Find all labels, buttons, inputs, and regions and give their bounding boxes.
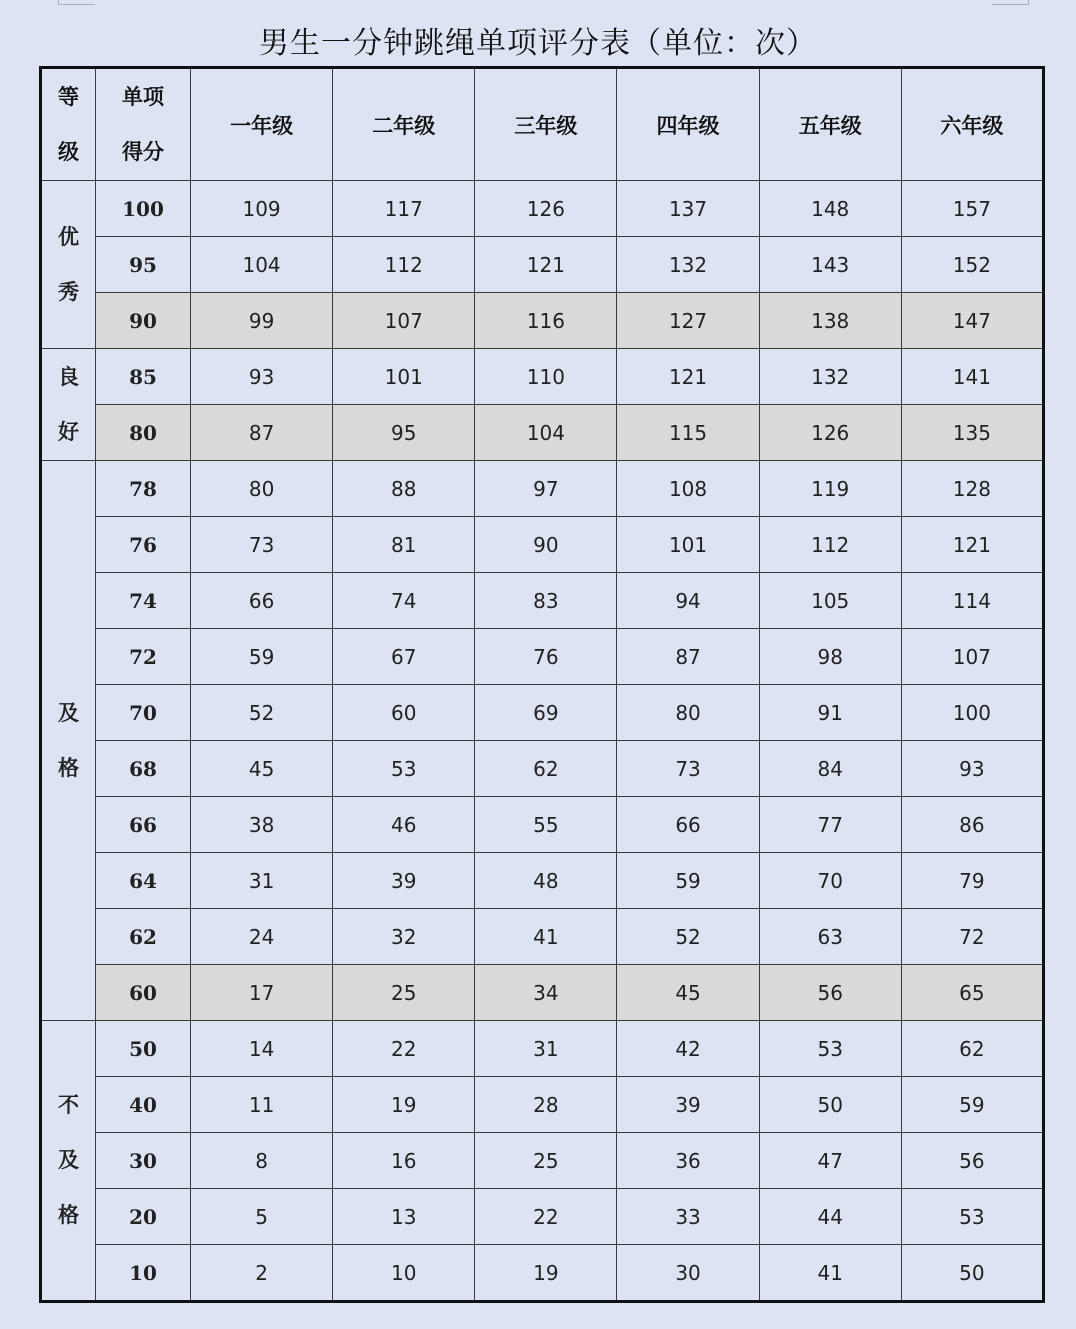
count-cell-year-1: 11: [191, 1077, 333, 1133]
score-cell: 72: [96, 629, 191, 685]
count-cell-year-5: 143: [759, 237, 901, 293]
table-row: [41, 517, 1044, 573]
count-cell-year-3: 116: [475, 293, 617, 349]
table-row: [41, 293, 1044, 349]
table-body: [41, 181, 1044, 1302]
count-cell-year-6: 93: [901, 741, 1043, 797]
count-cell-year-4: 45: [617, 965, 759, 1021]
score-cell: 64: [96, 853, 191, 909]
grade-label-char: 优: [58, 224, 79, 249]
count-cell-year-6: 121: [901, 517, 1043, 573]
count-cell-year-3: 69: [475, 685, 617, 741]
count-cell-year-3: 55: [475, 797, 617, 853]
count-cell-year-6: 141: [901, 349, 1043, 405]
score-cell: 78: [96, 461, 191, 517]
grade-cell: [41, 349, 96, 461]
count-cell-year-6: 114: [901, 573, 1043, 629]
count-cell-year-4: 42: [617, 1021, 759, 1077]
table-row: [41, 237, 1044, 293]
count-cell-year-6: 128: [901, 461, 1043, 517]
count-cell-year-1: 104: [191, 237, 333, 293]
count-cell-year-6: 50: [901, 1245, 1043, 1302]
count-cell-year-4: 115: [617, 405, 759, 461]
count-cell-year-2: 60: [333, 685, 475, 741]
header-score-line: 单项: [122, 84, 164, 109]
table-row: [41, 909, 1044, 965]
count-cell-year-3: 34: [475, 965, 617, 1021]
grade-label-char: 良: [58, 364, 79, 389]
count-cell-year-2: 16: [333, 1133, 475, 1189]
count-cell-year-6: 72: [901, 909, 1043, 965]
count-cell-year-4: 108: [617, 461, 759, 517]
count-cell-year-1: 87: [191, 405, 333, 461]
count-cell-year-2: 67: [333, 629, 475, 685]
score-cell: 20: [96, 1189, 191, 1245]
count-cell-year-1: 80: [191, 461, 333, 517]
header-year-5: 五年级: [759, 68, 901, 181]
count-cell-year-6: 157: [901, 181, 1043, 237]
count-cell-year-6: 107: [901, 629, 1043, 685]
table-row: [41, 573, 1044, 629]
header-score-line: 得分: [122, 139, 164, 164]
table-row: [41, 965, 1044, 1021]
count-cell-year-4: 101: [617, 517, 759, 573]
count-cell-year-2: 10: [333, 1245, 475, 1302]
count-cell-year-2: 81: [333, 517, 475, 573]
table-row: [41, 1245, 1044, 1302]
score-cell: 95: [96, 237, 191, 293]
count-cell-year-6: 100: [901, 685, 1043, 741]
score-cell: 30: [96, 1133, 191, 1189]
count-cell-year-1: 45: [191, 741, 333, 797]
count-cell-year-4: 30: [617, 1245, 759, 1302]
table-row: [41, 181, 1044, 237]
score-cell: 100: [96, 181, 191, 237]
count-cell-year-1: 59: [191, 629, 333, 685]
grade-label-char: 好: [58, 419, 79, 444]
table-row: [41, 1189, 1044, 1245]
header-year-1: 一年级: [191, 68, 333, 181]
count-cell-year-1: 31: [191, 853, 333, 909]
count-cell-year-4: 33: [617, 1189, 759, 1245]
count-cell-year-5: 148: [759, 181, 901, 237]
count-cell-year-3: 48: [475, 853, 617, 909]
header-row: [41, 68, 1044, 181]
table-row: [41, 1077, 1044, 1133]
count-cell-year-3: 104: [475, 405, 617, 461]
count-cell-year-1: 66: [191, 573, 333, 629]
count-cell-year-6: 86: [901, 797, 1043, 853]
count-cell-year-5: 132: [759, 349, 901, 405]
count-cell-year-2: 107: [333, 293, 475, 349]
count-cell-year-2: 53: [333, 741, 475, 797]
header-year-3: 三年级: [475, 68, 617, 181]
count-cell-year-2: 46: [333, 797, 475, 853]
table-row: [41, 685, 1044, 741]
grade-label-char: 及: [58, 1148, 79, 1172]
count-cell-year-3: 25: [475, 1133, 617, 1189]
count-cell-year-4: 39: [617, 1077, 759, 1133]
score-cell: 85: [96, 349, 191, 405]
count-cell-year-5: 84: [759, 741, 901, 797]
table-row: [41, 1021, 1044, 1077]
count-cell-year-5: 41: [759, 1245, 901, 1302]
count-cell-year-4: 127: [617, 293, 759, 349]
count-cell-year-2: 88: [333, 461, 475, 517]
count-cell-year-4: 52: [617, 909, 759, 965]
table-row: [41, 461, 1044, 517]
score-cell: 70: [96, 685, 191, 741]
page-corner-mark-right: [992, 0, 1029, 5]
count-cell-year-4: 66: [617, 797, 759, 853]
header-grade-char: 等: [58, 84, 79, 109]
count-cell-year-3: 19: [475, 1245, 617, 1302]
page-corner-mark-left: [58, 0, 95, 5]
grade-cell: [41, 1021, 96, 1302]
count-cell-year-4: 87: [617, 629, 759, 685]
header-grade-char: 级: [58, 139, 79, 164]
count-cell-year-5: 63: [759, 909, 901, 965]
count-cell-year-5: 112: [759, 517, 901, 573]
score-table: [39, 66, 1045, 1303]
count-cell-year-3: 126: [475, 181, 617, 237]
page-title: 男生一分钟跳绳单项评分表（单位：次）: [259, 26, 817, 61]
grade-label-char: 格: [58, 1203, 79, 1227]
count-cell-year-2: 95: [333, 405, 475, 461]
count-cell-year-6: 152: [901, 237, 1043, 293]
count-cell-year-4: 94: [617, 573, 759, 629]
count-cell-year-3: 22: [475, 1189, 617, 1245]
count-cell-year-3: 97: [475, 461, 617, 517]
count-cell-year-1: 5: [191, 1189, 333, 1245]
count-cell-year-1: 8: [191, 1133, 333, 1189]
grade-cell: [41, 181, 96, 349]
count-cell-year-4: 132: [617, 237, 759, 293]
count-cell-year-4: 121: [617, 349, 759, 405]
count-cell-year-3: 121: [475, 237, 617, 293]
table-row: [41, 629, 1044, 685]
header-year-4: 四年级: [617, 68, 759, 181]
score-cell: 62: [96, 909, 191, 965]
count-cell-year-4: 36: [617, 1133, 759, 1189]
grade-label-char: 不: [58, 1093, 79, 1117]
count-cell-year-2: 25: [333, 965, 475, 1021]
count-cell-year-5: 50: [759, 1077, 901, 1133]
count-cell-year-3: 83: [475, 573, 617, 629]
count-cell-year-5: 119: [759, 461, 901, 517]
header-year-6: 六年级: [901, 68, 1043, 181]
count-cell-year-3: 31: [475, 1021, 617, 1077]
count-cell-year-6: 79: [901, 853, 1043, 909]
header-year-2: 二年级: [333, 68, 475, 181]
count-cell-year-5: 91: [759, 685, 901, 741]
count-cell-year-2: 39: [333, 853, 475, 909]
count-cell-year-1: 99: [191, 293, 333, 349]
count-cell-year-5: 47: [759, 1133, 901, 1189]
score-cell: 68: [96, 741, 191, 797]
count-cell-year-2: 32: [333, 909, 475, 965]
count-cell-year-3: 90: [475, 517, 617, 573]
count-cell-year-5: 105: [759, 573, 901, 629]
count-cell-year-1: 52: [191, 685, 333, 741]
score-cell: 10: [96, 1245, 191, 1302]
score-cell: 66: [96, 797, 191, 853]
table-row: [41, 741, 1044, 797]
count-cell-year-2: 13: [333, 1189, 475, 1245]
count-cell-year-5: 98: [759, 629, 901, 685]
count-cell-year-2: 74: [333, 573, 475, 629]
count-cell-year-6: 62: [901, 1021, 1043, 1077]
count-cell-year-2: 22: [333, 1021, 475, 1077]
table-row: [41, 853, 1044, 909]
count-cell-year-6: 65: [901, 965, 1043, 1021]
count-cell-year-5: 53: [759, 1021, 901, 1077]
grade-label-char: 格: [58, 755, 79, 780]
count-cell-year-1: 73: [191, 517, 333, 573]
table-row: [41, 797, 1044, 853]
count-cell-year-6: 53: [901, 1189, 1043, 1245]
table-row: [41, 405, 1044, 461]
count-cell-year-2: 117: [333, 181, 475, 237]
count-cell-year-6: 135: [901, 405, 1043, 461]
score-cell: 60: [96, 965, 191, 1021]
count-cell-year-5: 77: [759, 797, 901, 853]
count-cell-year-2: 112: [333, 237, 475, 293]
grade-label-char: 秀: [58, 279, 79, 304]
count-cell-year-1: 14: [191, 1021, 333, 1077]
table-row: [41, 349, 1044, 405]
count-cell-year-1: 109: [191, 181, 333, 237]
grade-cell: [41, 461, 96, 1021]
count-cell-year-4: 73: [617, 741, 759, 797]
score-cell: 74: [96, 573, 191, 629]
count-cell-year-1: 38: [191, 797, 333, 853]
count-cell-year-5: 70: [759, 853, 901, 909]
header-score: [96, 68, 191, 181]
count-cell-year-1: 24: [191, 909, 333, 965]
score-cell: 80: [96, 405, 191, 461]
count-cell-year-6: 147: [901, 293, 1043, 349]
header-grade: [41, 68, 96, 181]
count-cell-year-4: 137: [617, 181, 759, 237]
score-cell: 90: [96, 293, 191, 349]
count-cell-year-3: 76: [475, 629, 617, 685]
count-cell-year-4: 59: [617, 853, 759, 909]
table-row: [41, 1133, 1044, 1189]
count-cell-year-2: 19: [333, 1077, 475, 1133]
count-cell-year-5: 56: [759, 965, 901, 1021]
count-cell-year-2: 101: [333, 349, 475, 405]
score-cell: 40: [96, 1077, 191, 1133]
count-cell-year-1: 2: [191, 1245, 333, 1302]
count-cell-year-3: 28: [475, 1077, 617, 1133]
count-cell-year-3: 110: [475, 349, 617, 405]
count-cell-year-4: 80: [617, 685, 759, 741]
count-cell-year-1: 93: [191, 349, 333, 405]
count-cell-year-5: 44: [759, 1189, 901, 1245]
count-cell-year-3: 62: [475, 741, 617, 797]
count-cell-year-5: 126: [759, 405, 901, 461]
grade-label-char: 及: [58, 700, 79, 725]
count-cell-year-3: 41: [475, 909, 617, 965]
count-cell-year-1: 17: [191, 965, 333, 1021]
count-cell-year-6: 59: [901, 1077, 1043, 1133]
count-cell-year-5: 138: [759, 293, 901, 349]
score-cell: 50: [96, 1021, 191, 1077]
score-cell: 76: [96, 517, 191, 573]
count-cell-year-6: 56: [901, 1133, 1043, 1189]
